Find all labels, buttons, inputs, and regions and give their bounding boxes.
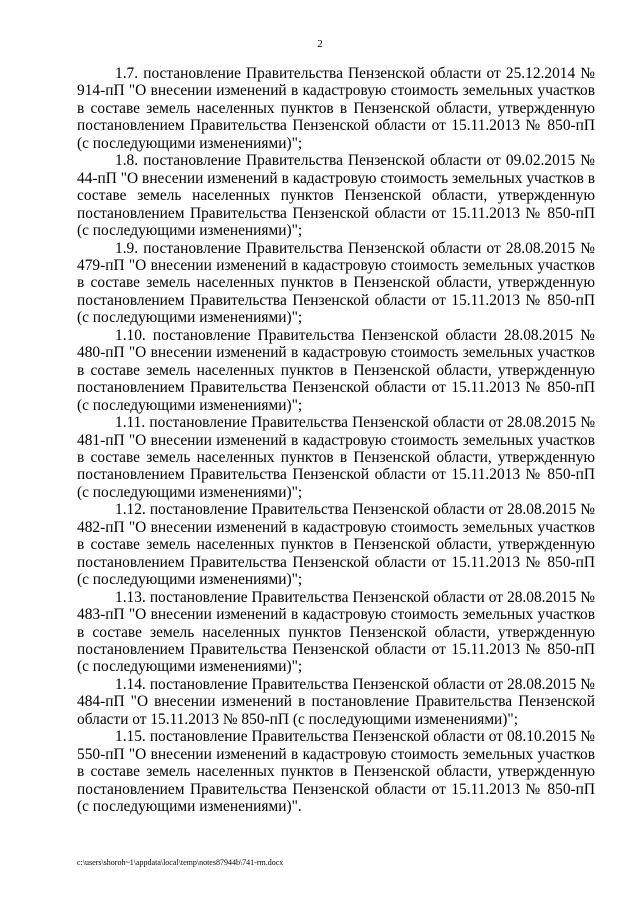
footer-file-path: c:\users\shoroh~1\appdata\local\temp\notes87944b\741-rm.docx: [77, 858, 284, 867]
page-number: 2: [317, 38, 323, 50]
list-item-1-12: 1.12. постановление Правительства Пензенской области от 28.08.2015 № 482-пП "О внесении изменений в кадастровую стоимость земельных участков в составе земель населенных пунктов в Пензенской области, утвержденную постановлением Правительства Пензенской области от 15.11.2013 № 850-пП (с последующими изменениями)";: [77, 501, 595, 589]
list-item-1-13: 1.13. постановление Правительства Пензенской области от 28.08.2015 № 483-пП "О внесении изменений в кадастровую стоимость земельных участков в составе земель населенных пунктов Пензенской области, утвержденную постановлением Правительства Пензенской области от 15.11.2013 № 850-пП (с последующими изменениями)";: [77, 588, 595, 676]
list-item-1-15: 1.15. постановление Правительства Пензенской области от 08.10.2015 № 550-пП "О внесении изменений в кадастровую стоимость земельных участков в составе земель населенных пунктов в Пензенской области, утвержденную постановлением Правительства Пензенской области от 15.11.2013 № 850-пП (с последующими изменениями)".: [77, 728, 595, 816]
list-item-1-9: 1.9. постановление Правительства Пензенской области от 28.08.2015 № 479-пП "О внесении изменений в кадастровую стоимость земельных участков в составе земель населенных пунктов в Пензенской области, утвержденную постановлением Правительства Пензенской области от 15.11.2013 № 850-пП (с последующими изменениями)";: [77, 239, 595, 327]
list-item-1-14: 1.14. постановление Правительства Пензенской области от 28.08.2015 № 484-пП "О внесении изменений в постановление Правительства Пензенской области от 15.11.2013 № 850-пП (с последующими изменениями)";: [77, 675, 595, 728]
document-body: [77, 65, 595, 815]
list-item-1-10: 1.10. постановление Правительства Пензенской области 28.08.2015 № 480-пП "О внесении изменений в кадастровую стоимость земельных участков в составе земель населенных пунктов в Пензенской области, утвержденную постановлением Правительства Пензенской области от 15.11.2013 № 850-пП (с последующими изменениями)";: [77, 326, 595, 414]
list-item-1-7: 1.7. постановление Правительства Пензенской области от 25.12.2014 № 914-пП "О внесении изменений в кадастровую стоимость земельных участков в составе земель населенных пунктов в Пензенской области, утвержденную постановлением Правительства Пензенской области от 15.11.2013 № 850-пП (с последующими изменениями)";: [77, 65, 595, 152]
list-item-1-11: 1.11. постановление Правительства Пензенской области от 28.08.2015 № 481-пП "О внесении изменений в кадастровую стоимость земельных участков в составе земель населенных пунктов в Пензенской области, утвержденную постановлением Правительства Пензенской области от 15.11.2013 № 850-пП (с последующими изменениями)";: [77, 414, 595, 501]
list-item-1-8: 1.8. постановление Правительства Пензенской области от 09.02.2015 № 44-пП "О внесении изменений в кадастровую стоимость земельных участков в составе земель населенных пунктов Пензенской области, утвержденную постановлением Правительства Пензенской области от 15.11.2013 № 850-пП (с последующими изменениями)";: [77, 152, 595, 240]
